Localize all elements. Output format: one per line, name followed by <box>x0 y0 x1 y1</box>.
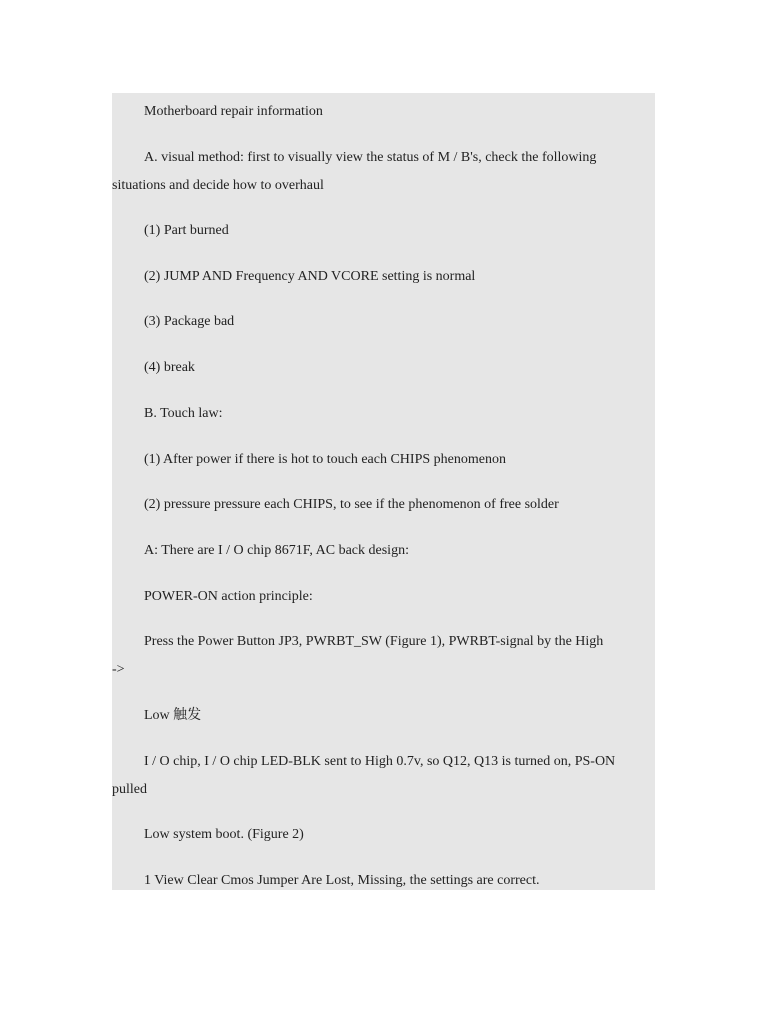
paragraph: A. visual method: first to visually view the status of M / B's, check the following <box>144 150 597 165</box>
paragraph: POWER-ON action principle: <box>144 589 313 604</box>
paragraph: (1) Part burned <box>144 223 229 238</box>
paragraph-continuation: situations and decide how to overhaul <box>112 178 324 193</box>
paragraph: 1 View Clear Cmos Jumper Are Lost, Missing, the settings are correct. <box>144 873 540 888</box>
paragraph: A: There are I / O chip 8671F, AC back design: <box>144 543 409 558</box>
paragraph: Press the Power Button JP3, PWRBT_SW (Figure 1), PWRBT-signal by the High <box>144 634 604 649</box>
paragraph: B. Touch law: <box>144 406 223 421</box>
paragraph-continuation: -> <box>112 662 125 677</box>
paragraph: (4) break <box>144 360 195 375</box>
paragraph: Low system boot. (Figure 2) <box>144 827 304 842</box>
paragraph: Low 触发 <box>144 708 202 723</box>
document-page <box>112 93 655 890</box>
doc-title: Motherboard repair information <box>144 104 323 119</box>
paragraph: (2) pressure pressure each CHIPS, to see if the phenomenon of free solder <box>144 497 559 512</box>
paragraph-continuation: pulled <box>112 782 147 797</box>
paragraph: (1) After power if there is hot to touch each CHIPS phenomenon <box>144 452 506 467</box>
paragraph: (2) JUMP AND Frequency AND VCORE setting is normal <box>144 269 476 284</box>
paragraph: (3) Package bad <box>144 314 235 329</box>
paragraph: I / O chip, I / O chip LED-BLK sent to High 0.7v, so Q12, Q13 is turned on, PS-ON <box>144 754 616 769</box>
